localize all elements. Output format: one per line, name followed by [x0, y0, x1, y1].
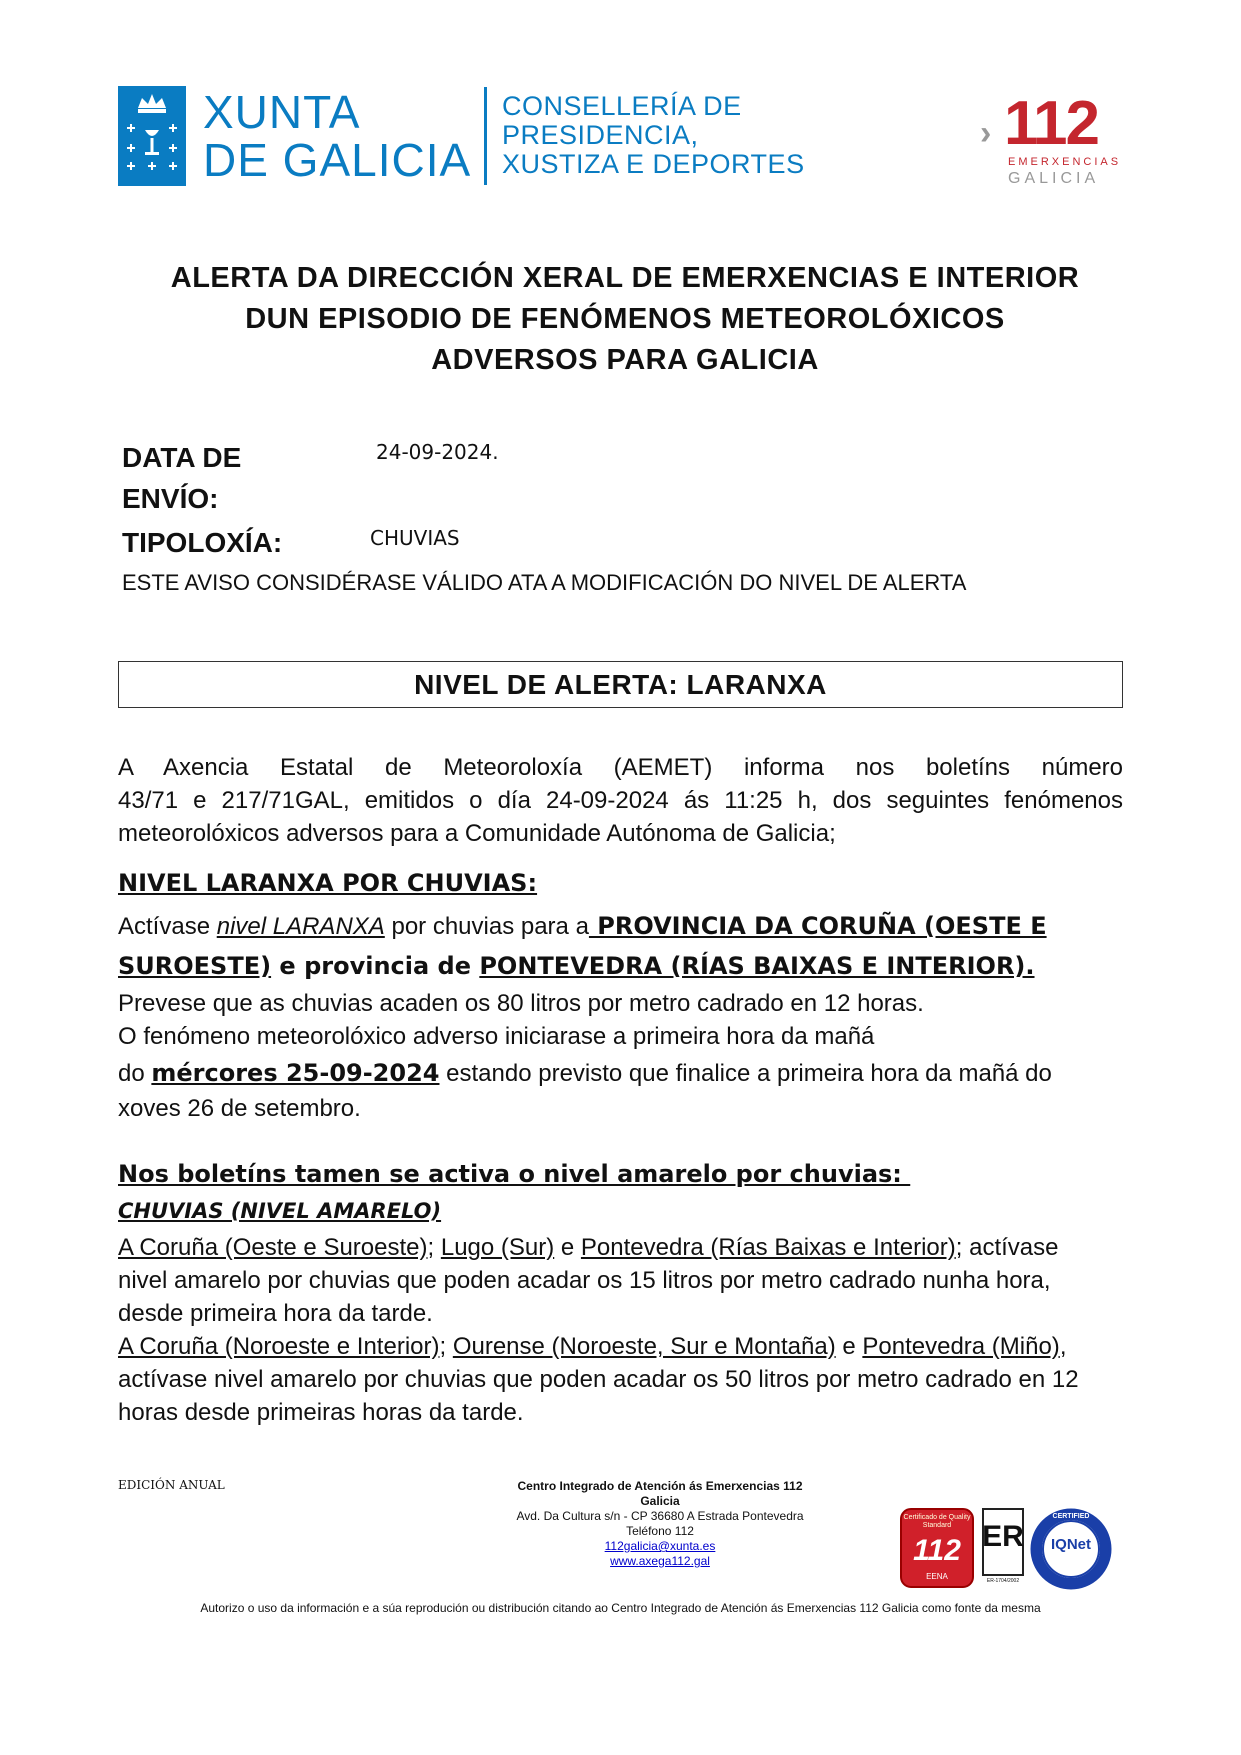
orange-heading: NIVEL LARANXA POR CHUVIAS: [118, 869, 538, 897]
orange-line5 [118, 1055, 1052, 1092]
yellow-p2-line2: actívase nivel amarelo por chuvias que poden acadar os 50 litros por metro cadrado en 12 [118, 1366, 1079, 1393]
org-line2: Galicia [640, 1494, 680, 1508]
intro-line3: meteorolóxicos adversos para a Comunidade Autónoma de Galicia; [118, 820, 836, 847]
date-label [122, 437, 241, 519]
intro-line2: 43/71 e 217/71GAL, emitidos o día 24-09-2024 ás 11:25 h, dos seguintes fenómenos [118, 787, 1123, 814]
xunta-line1: XUNTA [203, 86, 361, 138]
intro-paragraph [118, 751, 1123, 850]
conselleria-name [502, 92, 805, 179]
place-ourense: Ourense (Noroeste, Sur e Montaña) [452, 1333, 836, 1360]
logo112-sub1: EMERXENCIAS [1008, 156, 1122, 168]
cert1-number: 112 [913, 1534, 961, 1567]
org-address: Avd. Da Cultura s/n - CP 36680 A Estrada Pontevedra [516, 1509, 804, 1523]
cert2-text: ER [982, 1520, 1024, 1553]
orange-l2-c: PONTEVEDRA (RÍAS BAIXAS E INTERIOR). [479, 952, 1035, 980]
validity-note: ESTE AVISO CONSIDÉRASE VÁLIDO ATA A MODIFICACIÓN DO NIVEL DE ALERTA [122, 570, 967, 595]
yellow-heading: Nos boletíns tamen se activa o nivel amarelo por chuvias: [118, 1160, 911, 1188]
chevron-right-icon: › [980, 114, 992, 152]
cert2-code: ER-1704/2002 [986, 1578, 1020, 1584]
yellow-subheading: CHUVIAS (NIVEL AMARELO) [118, 1199, 442, 1223]
orange-l4: O fenómeno meteorolóxico adverso iniciarase a primeira hora da mañá [118, 1023, 875, 1050]
cert-iqnet-badge [1030, 1508, 1112, 1588]
logo112-sub2: GALICIA [1008, 170, 1100, 187]
title-line3: ADVERSOS PARA GALICIA [431, 344, 819, 376]
org-phone: Teléfono 112 [626, 1524, 694, 1538]
orange-l5-c: estando previsto que finalice a primeira hora da mañá do [439, 1060, 1052, 1087]
sep: ; [439, 1333, 453, 1360]
type-value: CHUVIAS [370, 526, 460, 550]
org-line1: Centro Integrado de Atención ás Emerxencias 112 [517, 1479, 803, 1493]
date-value: 24-09-2024. [376, 440, 499, 464]
place-pontevedra-rias: Pontevedra (Rías Baixas e Interior) [580, 1234, 956, 1261]
tail: ; actívase [955, 1234, 1059, 1261]
yellow-p1-line3: desde primeira hora da tarde. [118, 1300, 433, 1327]
cert3-text: IQNet [1050, 1536, 1091, 1553]
yellow-paragraph-1 [118, 1231, 1128, 1429]
conj: e [554, 1234, 581, 1261]
orange-line1 [118, 908, 1047, 945]
header-divider [484, 87, 487, 185]
cert-112-quality-badge [900, 1508, 974, 1588]
orange-l5-a: do [118, 1060, 152, 1087]
orange-lines-3-4 [118, 987, 924, 1053]
disclaimer: Autorizo o uso da información e a súa reprodución ou distribución citando ao Centro Integrado de Atención ás Emerxencias 112 Galicia como fonte da mesma [200, 1601, 1041, 1615]
web-link[interactable]: www.axega112.gal [610, 1554, 710, 1568]
xunta-line2: DE GALICIA [203, 134, 472, 186]
intro-line1: A Axencia Estatal de Meteoroloxía (AEMET) informa nos boletíns número [118, 754, 1123, 781]
orange-l3: Prevese que as chuvias acaden os 80 litros por metro cadrado en 12 horas. [118, 990, 924, 1017]
logo112-number: 112 [1004, 89, 1099, 158]
type-label: TIPOLOXÍA: [122, 527, 283, 558]
place-coruna-oeste: A Coruña (Oeste e Suroeste) [118, 1234, 428, 1261]
yellow-p2-line1 [118, 1330, 1128, 1363]
orange-l1-a: Actívase [118, 913, 217, 940]
orange-l1-d: PROVINCIA DA CORUÑA (OESTE E [588, 912, 1047, 940]
place-coruna-noroeste: A Coruña (Noroeste e Interior) [118, 1333, 440, 1360]
orange-l2-b: e provincia de [271, 952, 480, 980]
conselleria-line3: XUSTIZA E DEPORTES [502, 149, 805, 179]
alert-level-box: NIVEL DE ALERTA: LARANXA [118, 661, 1123, 708]
orange-line2 [118, 948, 1035, 985]
yellow-p1-line2: nivel amarelo por chuvias que poden acadar os 15 litros por metro cadrado nunha hora, [118, 1267, 1051, 1294]
orange-l6: xoves 26 de setembro. [118, 1095, 361, 1122]
cert1-bottom: EENA [926, 1572, 948, 1581]
conselleria-line1: CONSELLERÍA DE [502, 91, 742, 121]
yellow-p1-line1 [118, 1231, 1128, 1264]
email-link[interactable]: 112galicia@xunta.es [604, 1539, 716, 1553]
place-pontevedra-mino: Pontevedra (Miño) [862, 1333, 1060, 1360]
edition-note: EDICIÓN ANUAL [118, 1478, 225, 1492]
yellow-p2-line3: horas desde primeiras horas da tarde. [118, 1399, 524, 1426]
cert-aenor-badge [982, 1508, 1024, 1588]
document-title [100, 258, 1150, 381]
orange-l5-b: mércores 25-09-2024 [151, 1059, 440, 1087]
cert1-top-text: Certificado de Quality Standard [903, 1514, 971, 1529]
tail: , [1059, 1333, 1067, 1360]
date-label-line1: DATA DE [122, 442, 242, 473]
title-line2: DUN EPISODIO DE FENÓMENOS METEOROLÓXICOS [245, 303, 1005, 335]
date-label-line2: ENVÍO: [122, 483, 219, 514]
cert3-ring: CERTIFIED [1052, 1513, 1090, 1520]
sep: ; [427, 1234, 441, 1261]
orange-l1-b: nivel LARANXA [216, 913, 385, 940]
shield-icon [118, 86, 186, 186]
footer-contact [440, 1479, 880, 1569]
place-lugo-sur: Lugo (Sur) [440, 1234, 555, 1261]
xunta-shield-logo [118, 86, 186, 186]
title-line1: ALERTA DA DIRECCIÓN XERAL DE EMERXENCIAS E INTERIOR [170, 262, 1080, 294]
conselleria-line2: PRESIDENCIA, [502, 120, 699, 150]
orange-l1-c: por chuvias para a [384, 913, 589, 940]
emergencias-112-logo [980, 89, 1122, 187]
orange-l2-a: SUROESTE) [118, 952, 272, 980]
conj: e [835, 1333, 863, 1360]
xunta-wordmark [203, 88, 471, 184]
